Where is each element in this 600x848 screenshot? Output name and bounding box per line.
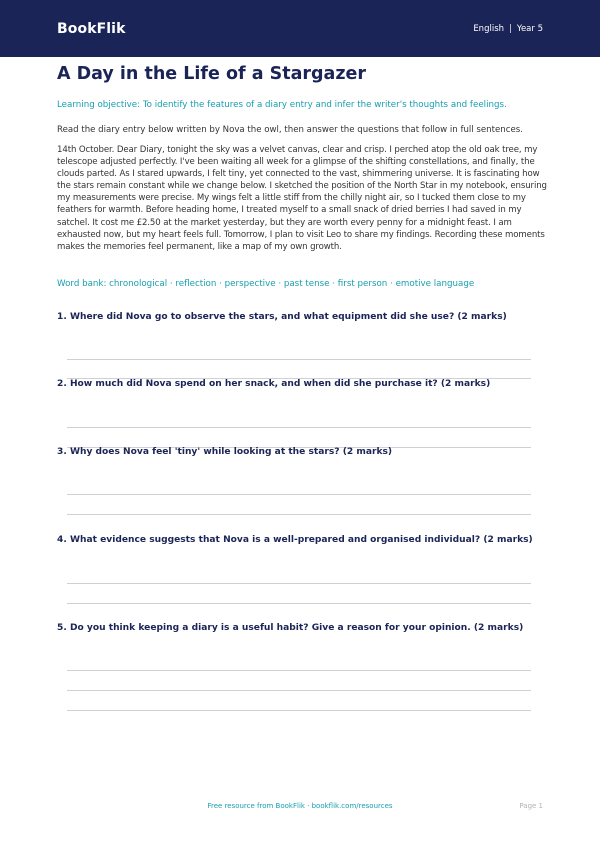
question-2: 2. How much did Nova spend on her snack, and when did she purchase it? (2 marks) <box>57 379 491 389</box>
question-3: 3. Why does Nova feel 'tiny' while looking at the stars? (2 marks) <box>57 447 393 457</box>
answer-line[interactable] <box>67 583 531 584</box>
subject-label: English <box>473 23 505 34</box>
answer-line[interactable] <box>67 359 531 360</box>
answer-line[interactable] <box>67 670 531 671</box>
learning-objective: Learning objective: To identify the features of a diary entry and infer the writer's thoughts and feelings. <box>57 100 507 110</box>
answer-line[interactable] <box>67 690 531 691</box>
answer-line[interactable] <box>67 710 531 711</box>
answer-line[interactable] <box>67 494 531 495</box>
header-meta <box>473 24 543 34</box>
brand-logo-text: BookFlik <box>57 20 126 37</box>
question-5: 5. Do you think keeping a diary is a useful habit? Give a reason for your opinion. (2 marks) <box>57 623 524 633</box>
footer-credit[interactable]: Free resource from BookFlik · bookflik.com/resources <box>207 802 393 810</box>
word-bank: Word bank: chronological · reflection · perspective · past tense · first person · emotive language <box>57 279 475 289</box>
page-number: Page 1 <box>519 802 543 810</box>
answer-line[interactable] <box>67 514 531 515</box>
page-header <box>0 0 600 57</box>
year-label: Year 5 <box>516 23 543 34</box>
question-1: 1. Where did Nova go to observe the stars, and what equipment did she use? (2 marks) <box>57 312 507 322</box>
meta-separator: | <box>509 23 512 34</box>
answer-line[interactable] <box>67 603 531 604</box>
instructions: Read the diary entry below written by Nova the owl, then answer the questions that follow in full sentences. <box>57 125 523 135</box>
diary-passage: 14th October. Dear Diary, tonight the sky was a velvet canvas, clear and crisp. I perched atop the old oak tree, my telescope adjusted perfectly. I've been waiting all week for a glimpse of the shifting constellations, and finally, the clouds parted. As I stared upwards, I felt tiny, yet connected to the vast, shimmering universe. It is fascinating how the stars remain constant while we change below. I sketched the position of the North Star in my notebook, ensuring my measurements were precise. My wings felt a little stiff from the chilly night air, so I tucked them close to my feathers for warmth. Before heading home, I treated myself to a small snack of dried berries I had saved in my satchel. It cost me £2.50 at the market yesterday, but they are worth every penny for a midnight feast. I am exhausted now, but my heart feels full. Tomorrow, I plan to visit Leo to share my findings. Recording these moments makes the memories feel permanent, like a map of my own growth. <box>57 145 547 252</box>
question-4: 4. What evidence suggests that Nova is a well-prepared and organised individual? (2 marks) <box>57 535 533 545</box>
page-title: A Day in the Life of a Stargazer <box>57 64 367 84</box>
answer-line[interactable] <box>67 427 531 428</box>
